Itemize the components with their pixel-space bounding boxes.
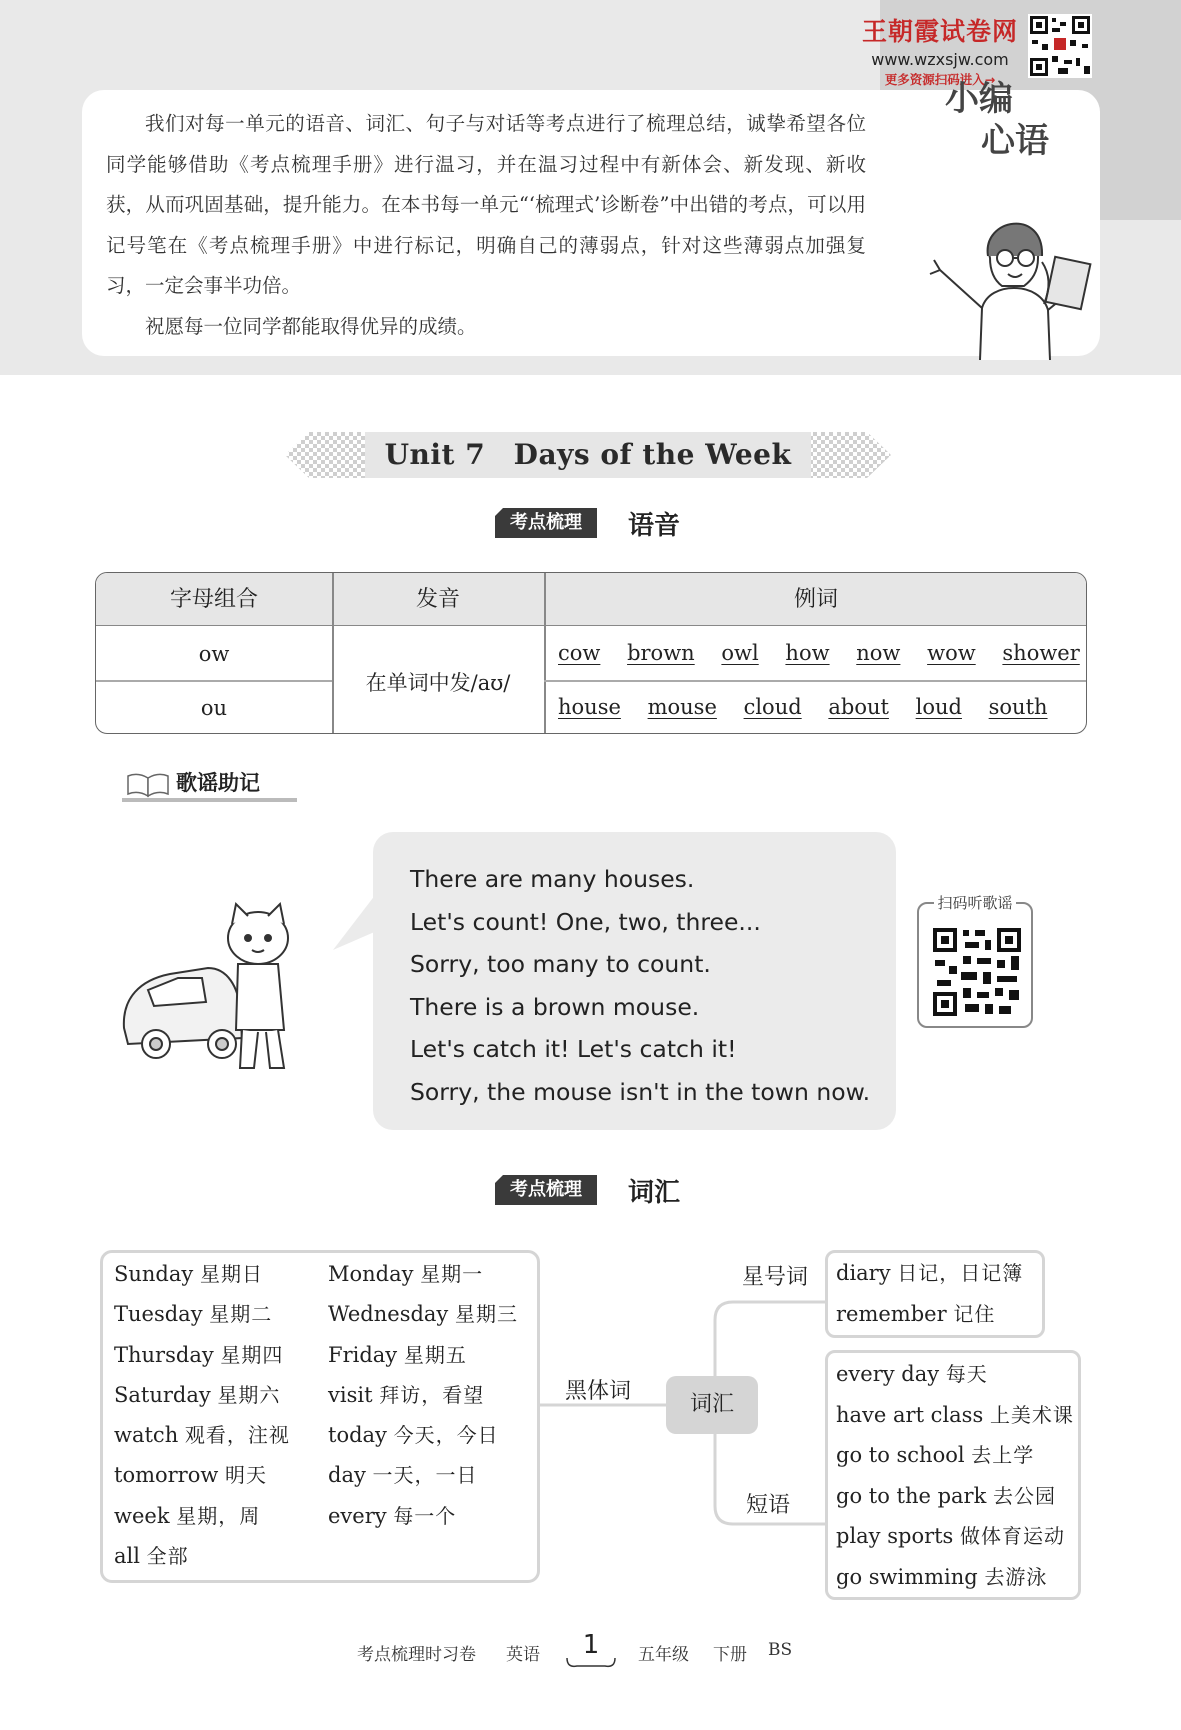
word-meaning: 去公园 bbox=[993, 1483, 1056, 1508]
divider bbox=[544, 573, 546, 733]
word: watch bbox=[114, 1423, 179, 1448]
word-meaning: 明天 bbox=[225, 1463, 268, 1488]
lyric-line: Let's catch it! Let's catch it! bbox=[410, 1035, 737, 1063]
section-name: 词汇 bbox=[628, 1178, 681, 1208]
word: remember bbox=[836, 1301, 947, 1326]
word-meaning: 每一个 bbox=[393, 1503, 457, 1528]
word: today bbox=[328, 1423, 387, 1448]
word: Tuesday bbox=[114, 1302, 203, 1327]
teacher-illustration-icon bbox=[920, 200, 1095, 360]
word: all bbox=[114, 1544, 140, 1569]
list-item bbox=[328, 1455, 518, 1495]
divider bbox=[96, 680, 332, 682]
list-item bbox=[836, 1354, 1074, 1395]
word: play sports bbox=[836, 1524, 954, 1548]
list-item bbox=[328, 1254, 518, 1294]
word: every day bbox=[836, 1362, 940, 1386]
page-footer bbox=[0, 1632, 1181, 1672]
list-item bbox=[114, 1536, 290, 1576]
list-item bbox=[836, 1253, 1023, 1294]
section-name: 语音 bbox=[628, 511, 681, 541]
example-word: mouse bbox=[647, 695, 717, 719]
editor-note-title-line2: 心语 bbox=[981, 121, 1049, 161]
list-item bbox=[836, 1476, 1074, 1517]
intro-paragraph: 我们对每一单元的语音、词汇、句子与对话等考点进行了梳理总结，诚挚希望各位同学能够借助《考点梳理手册》进行温习，并在温习过程中有新体会、新发现、新收获，从而巩固基础，提升能力。在本书每一单元“‘梳理式’诊断卷”中出错的考点，可以用记号笔在《考点梳理手册》中进行标记，明确自己的薄弱点，针对这些薄弱点加强复习，一定会事半功倍。 bbox=[106, 112, 866, 297]
divider bbox=[544, 680, 1087, 682]
list-item bbox=[836, 1557, 1074, 1598]
word: Sunday bbox=[114, 1262, 194, 1286]
qr-caption bbox=[919, 892, 1031, 913]
word-meaning: 拜访，看望 bbox=[379, 1382, 485, 1407]
word-meaning: 星期四 bbox=[220, 1342, 284, 1367]
phonics-table-header bbox=[96, 573, 1086, 626]
word: go to the park bbox=[836, 1483, 987, 1508]
word-meaning: 星期六 bbox=[217, 1382, 281, 1407]
vocab-center-node: 词汇 bbox=[666, 1376, 758, 1434]
word-meaning: 观看，注视 bbox=[184, 1423, 290, 1448]
section-tag: 考点梳理 bbox=[495, 508, 597, 538]
footer-edition: BS bbox=[768, 1640, 793, 1660]
bold-words-label: 黑体词 bbox=[565, 1379, 632, 1404]
qr-caption-text: 扫码听歌谣 bbox=[934, 894, 1015, 912]
list-item bbox=[114, 1254, 290, 1294]
word-meaning: 上美术课 bbox=[989, 1402, 1074, 1427]
lyric-line: There is a brown mouse. bbox=[410, 992, 700, 1021]
footer-volume: 下册 bbox=[713, 1645, 747, 1665]
list-item bbox=[328, 1496, 518, 1536]
header-pronunciation: 发音 bbox=[415, 587, 460, 612]
word: visit bbox=[328, 1382, 373, 1407]
list-item bbox=[114, 1335, 290, 1375]
brand-url[interactable]: www.wzxsjw.com bbox=[871, 50, 1009, 69]
word-meaning: 日记，日记簿 bbox=[897, 1261, 1024, 1285]
list-item bbox=[328, 1415, 518, 1455]
word: week bbox=[114, 1503, 170, 1528]
song-qr-card[interactable] bbox=[917, 894, 1033, 1028]
editor-note-title bbox=[945, 78, 1049, 162]
brand-block[interactable] bbox=[855, 12, 1025, 88]
word-meaning: 去上学 bbox=[971, 1443, 1035, 1467]
example-word: about bbox=[828, 695, 889, 719]
list-item bbox=[836, 1395, 1074, 1436]
footer-grade: 五年级 bbox=[638, 1645, 689, 1665]
lyric-line: Let's count! One, two, three... bbox=[410, 907, 761, 936]
word: tomorrow bbox=[114, 1463, 219, 1488]
section-tag: 考点梳理 bbox=[495, 1175, 597, 1205]
word: have art class bbox=[836, 1402, 984, 1427]
cat-and-car-illustration-icon bbox=[118, 898, 318, 1073]
word: Thursday bbox=[114, 1342, 214, 1367]
word: diary bbox=[836, 1261, 891, 1285]
lyric-line: There are many houses. bbox=[410, 865, 695, 893]
example-word: shower bbox=[1002, 641, 1080, 665]
word-meaning: 星期五 bbox=[403, 1342, 467, 1367]
page-number: 1 bbox=[582, 1630, 600, 1660]
word: Saturday bbox=[114, 1382, 211, 1407]
list-item bbox=[836, 1435, 1074, 1476]
song-label bbox=[122, 768, 260, 798]
song-label-text: 歌谣助记 bbox=[176, 771, 260, 795]
example-word: brown bbox=[627, 641, 695, 665]
qr-code-icon[interactable] bbox=[1028, 14, 1092, 78]
pronunciation-cell: 在单词中发/aʊ/ bbox=[365, 671, 511, 695]
star-words-label: 星号词 bbox=[742, 1265, 809, 1290]
example-word: cloud bbox=[743, 695, 802, 719]
brand-name: 王朝霞试卷网 bbox=[861, 17, 1018, 46]
word-meaning: 记住 bbox=[953, 1301, 996, 1326]
word: Wednesday bbox=[328, 1302, 449, 1327]
star-words-list bbox=[836, 1253, 1023, 1334]
footer-book: 考点梳理时习卷 bbox=[357, 1645, 476, 1665]
word: go to school bbox=[836, 1443, 965, 1467]
example-word: house bbox=[558, 695, 621, 719]
list-item bbox=[836, 1516, 1074, 1557]
list-item bbox=[328, 1294, 518, 1334]
brand-tip: 更多资源扫码进入→ bbox=[884, 72, 996, 87]
example-words-ou bbox=[558, 695, 1068, 719]
word-meaning: 星期一 bbox=[420, 1262, 484, 1286]
word-meaning: 星期三 bbox=[455, 1302, 518, 1327]
word-meaning: 一天，一日 bbox=[372, 1463, 478, 1488]
header-example-words: 例词 bbox=[793, 587, 838, 612]
editor-note-title-line1: 小编 bbox=[945, 79, 1013, 119]
word-meaning: 去游泳 bbox=[984, 1564, 1048, 1589]
list-item bbox=[114, 1294, 290, 1334]
qr-code-icon[interactable] bbox=[931, 926, 1023, 1018]
list-item bbox=[328, 1375, 518, 1415]
list-item bbox=[114, 1496, 290, 1536]
table-row-combo: ou bbox=[200, 696, 228, 720]
intro-text bbox=[106, 104, 866, 347]
phonics-table bbox=[95, 572, 1087, 734]
list-item bbox=[114, 1415, 290, 1455]
phrases-list bbox=[836, 1354, 1074, 1597]
word: Friday bbox=[328, 1342, 398, 1367]
lyric-line: Sorry, the mouse isn't in the town now. bbox=[410, 1077, 871, 1106]
example-word: loud bbox=[915, 695, 962, 719]
list-item bbox=[114, 1455, 290, 1495]
table-row-combo: ow bbox=[198, 642, 230, 666]
phrases-label: 短语 bbox=[746, 1493, 791, 1518]
example-word: now bbox=[856, 641, 901, 665]
word-meaning: 星期二 bbox=[209, 1302, 273, 1327]
list-item bbox=[114, 1375, 290, 1415]
unit-title: Unit 7 Days of the Week bbox=[365, 432, 811, 478]
word-meaning: 做体育运动 bbox=[960, 1524, 1066, 1548]
footer-subject: 英语 bbox=[506, 1645, 540, 1665]
song-lyrics bbox=[410, 858, 870, 1113]
list-item bbox=[328, 1335, 518, 1375]
intro-wish: 祝愿每一位同学都能取得优异的成绩。 bbox=[145, 314, 477, 338]
word: day bbox=[328, 1463, 366, 1488]
label-underbar bbox=[122, 798, 297, 802]
word-meaning: 星期，周 bbox=[176, 1503, 261, 1528]
example-word: wow bbox=[927, 641, 976, 665]
word: every bbox=[328, 1503, 387, 1528]
word-meaning: 全部 bbox=[146, 1544, 189, 1569]
word-meaning: 今天，今日 bbox=[393, 1423, 499, 1448]
word: go swimming bbox=[836, 1564, 978, 1589]
word-meaning: 每天 bbox=[945, 1362, 988, 1386]
example-word: how bbox=[785, 641, 830, 665]
word: Monday bbox=[328, 1262, 414, 1286]
divider bbox=[332, 573, 334, 733]
bold-words-right-column bbox=[328, 1254, 518, 1536]
open-book-icon bbox=[124, 770, 172, 798]
list-item bbox=[836, 1294, 1023, 1335]
header-letter-combo: 字母组合 bbox=[169, 587, 258, 612]
example-word: owl bbox=[721, 641, 759, 665]
example-words-ow bbox=[558, 641, 1087, 665]
word-meaning: 星期日 bbox=[199, 1262, 263, 1286]
example-word: south bbox=[988, 695, 1048, 719]
bold-words-left-column bbox=[114, 1254, 290, 1576]
example-word: cow bbox=[558, 641, 601, 665]
lyric-line: Sorry, too many to count. bbox=[410, 950, 711, 978]
